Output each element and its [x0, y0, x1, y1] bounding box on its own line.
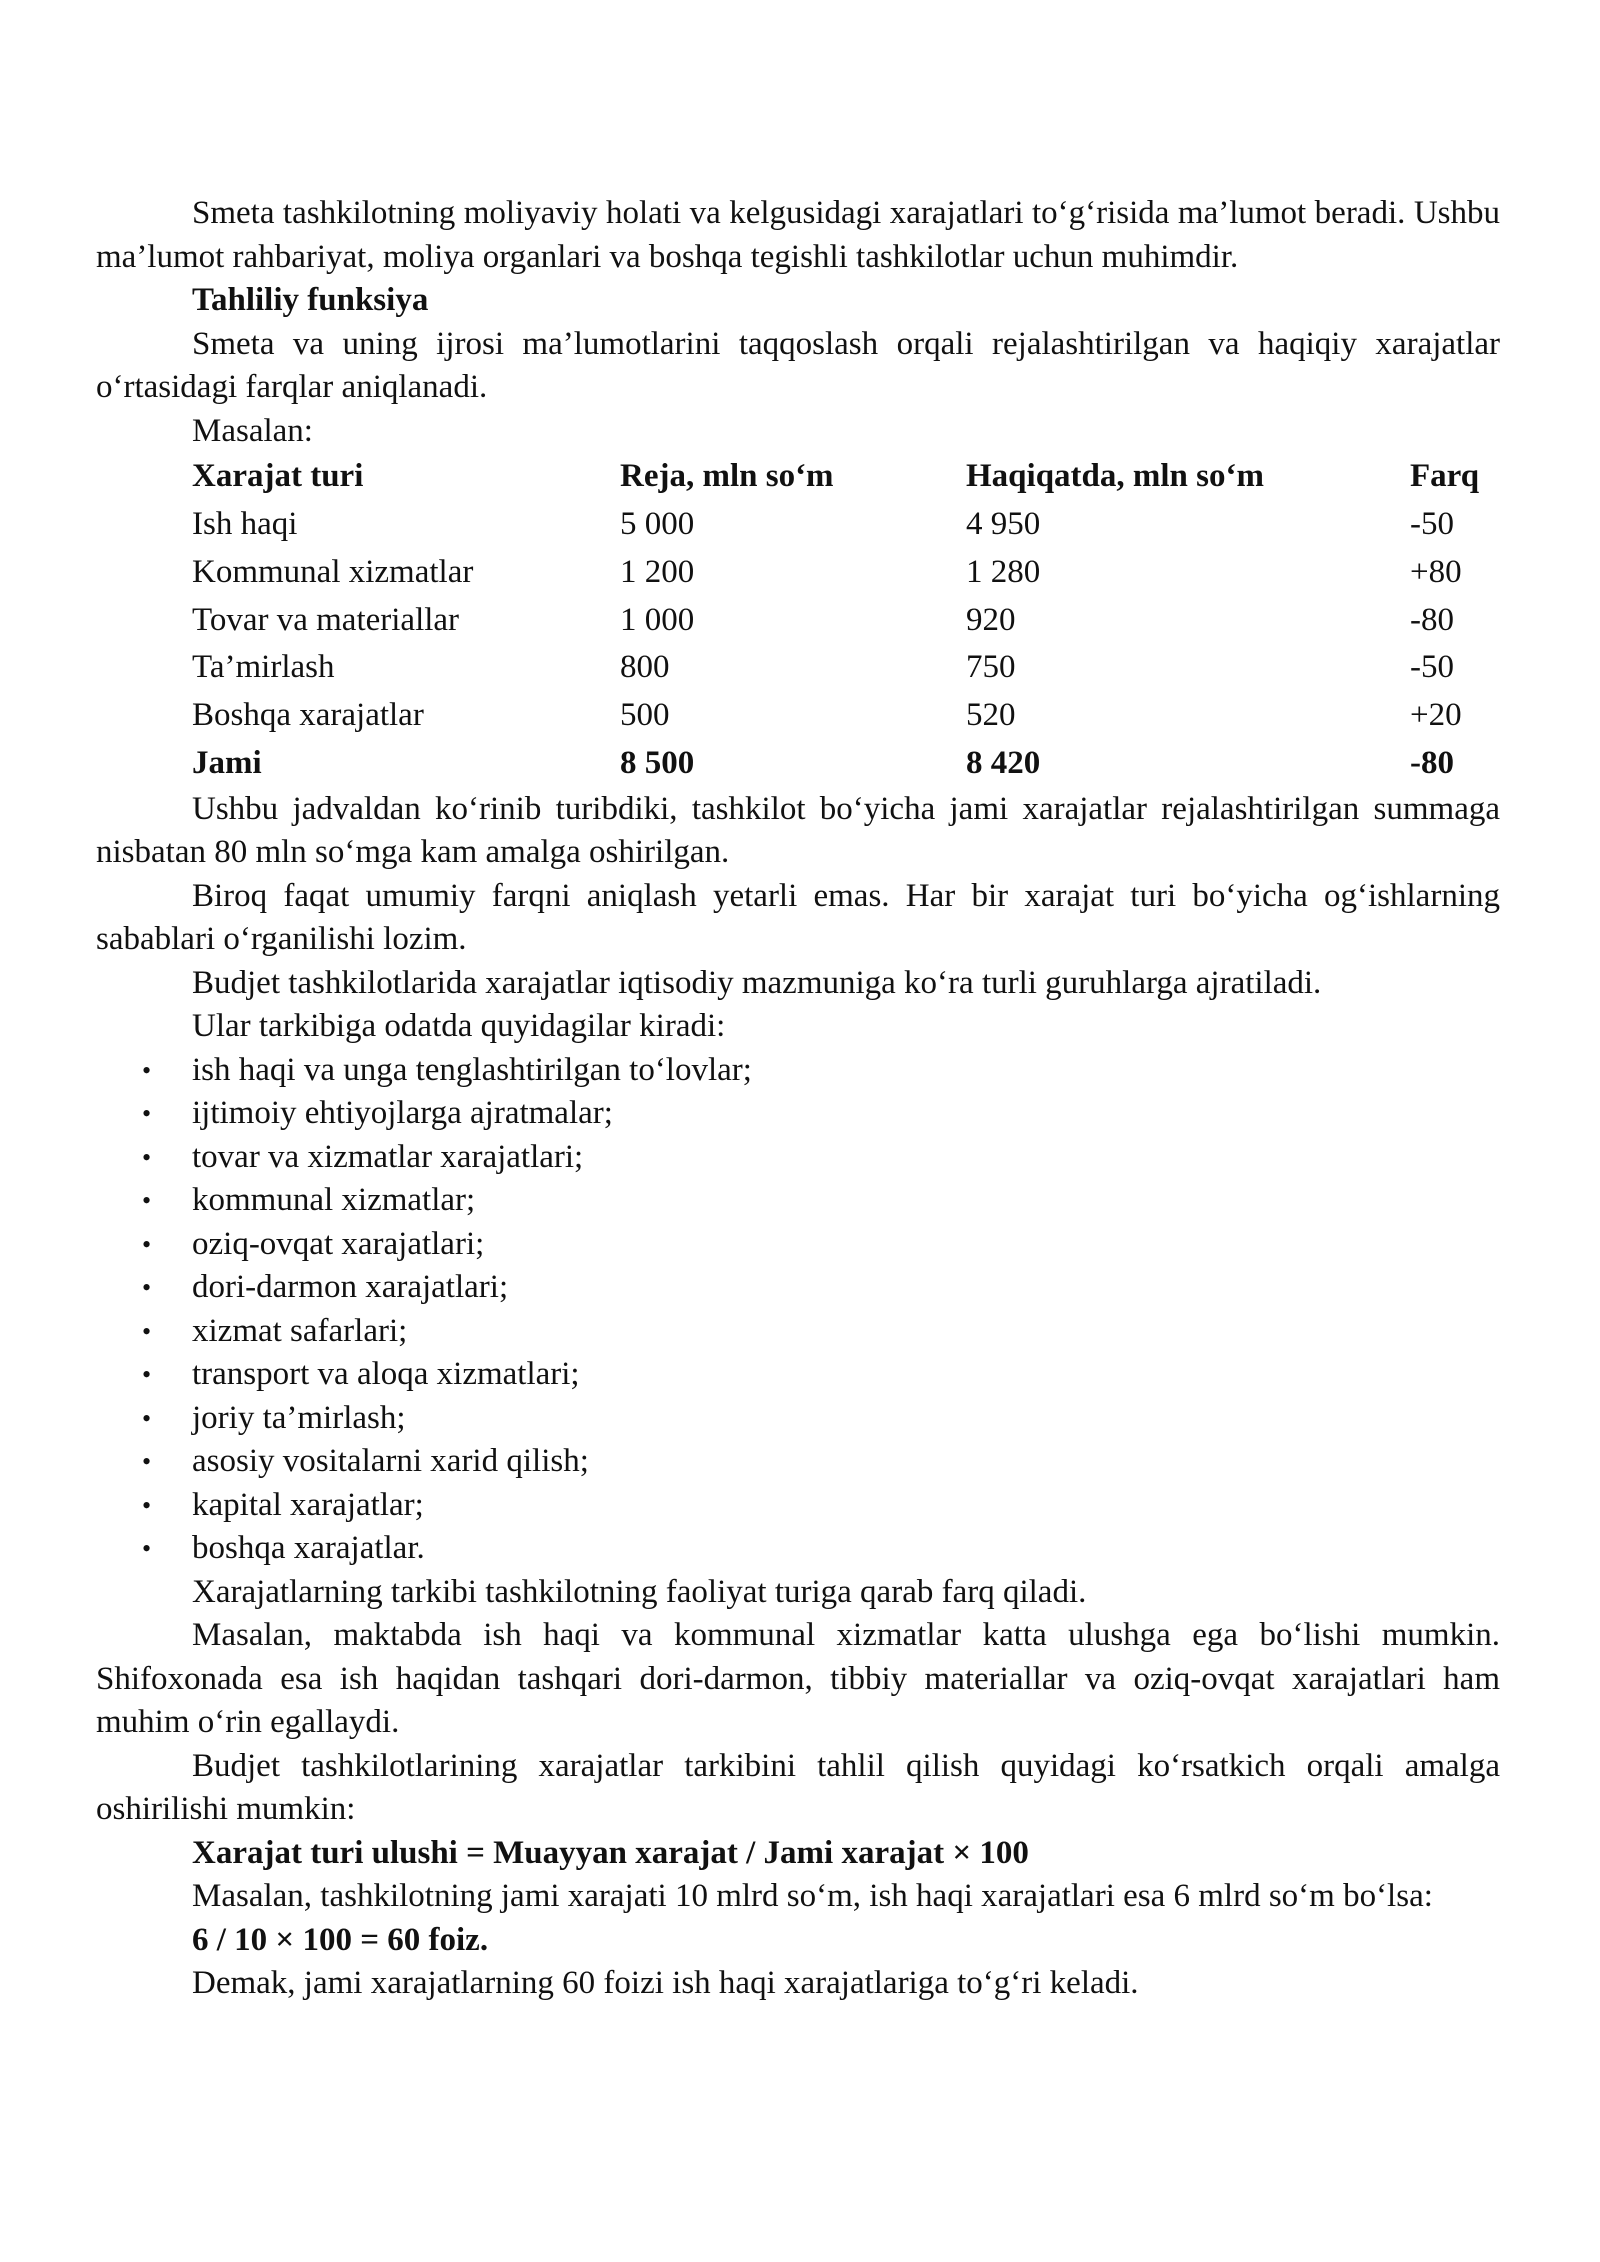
table-header-cell: Reja, mln so‘m	[620, 458, 834, 495]
table-cell: 920	[966, 601, 1016, 638]
list-item	[96, 1266, 1500, 1310]
bullet-icon: •	[142, 1534, 152, 1564]
list-item	[96, 1179, 1500, 1223]
table-cell: 500	[620, 697, 670, 734]
table-cell: 520	[966, 697, 1016, 734]
table-cell: -50	[1410, 649, 1454, 686]
list-item-text: boshqa xarajatlar.	[192, 1530, 425, 1567]
paragraph-list-intro: Ular tarkibiga odatda quyidagilar kiradi:	[192, 1008, 726, 1045]
paragraph-school-hospital: Masalan, maktabda ish haqi va kommunal xizmatlar katta ulushga ega bo‘lishi mumkin. Shifoxonada esa ish haqidan tashqari dori-darmon, tibbiy materiallar va oziq-ovqat xarajatlari ham muhim o‘rin egallaydi.	[96, 1617, 1500, 1741]
table-cell: 750	[966, 649, 1016, 686]
bullet-icon: •	[142, 1099, 152, 1129]
list-item-text: oziq-ovqat xarajatlari;	[192, 1225, 485, 1262]
paragraph-indicator-intro: Budjet tashkilotlarining xarajatlar tarkibini tahlil qilish quyidagi ko‘rsatkich orqali amalga oshirilishi mumkin:	[96, 1747, 1500, 1828]
table-cell: 1 200	[620, 553, 695, 590]
expense-type-list	[96, 1049, 1500, 1571]
bullet-icon: •	[142, 1316, 152, 1346]
table-cell: 1 000	[620, 601, 695, 638]
table-row	[192, 692, 1500, 740]
table-total-cell: Jami	[192, 744, 262, 781]
table-row	[192, 549, 1500, 597]
list-item-text: kommunal xizmatlar;	[192, 1182, 476, 1219]
list-item-text: dori-darmon xarajatlari;	[192, 1269, 509, 1306]
bullet-icon: •	[142, 1447, 152, 1477]
table-cell: +20	[1410, 697, 1462, 734]
list-item-text: ish haqi va unga tenglashtirilgan to‘lovlar;	[192, 1051, 752, 1088]
list-item	[96, 1310, 1500, 1354]
formula-share: Xarajat turi ulushi = Muayyan xarajat / Jami xarajat × 100	[192, 1834, 1029, 1871]
table-cell: Ta’mirlash	[192, 649, 335, 686]
table-total-cell: 8 420	[966, 744, 1041, 781]
table-header-cell: Xarajat turi	[192, 458, 364, 495]
list-item-text: kapital xarajatlar;	[192, 1486, 424, 1523]
list-item	[96, 1353, 1500, 1397]
paragraph-table-conclusion: Ushbu jadvaldan ko‘rinib turibdiki, tashkilot bo‘yicha jami xarajatlar rejalashtirilgan summaga nisbatan 80 mln so‘mga kam amalga oshirilgan.	[96, 790, 1500, 871]
table-total-cell: -80	[1410, 744, 1454, 781]
paragraph-expense-groups: Budjet tashkilotlarida xarajatlar iqtisodiy mazmuniga ko‘ra turli guruhlarga ajratiladi.	[192, 964, 1322, 1001]
table-header-cell: Farq	[1410, 458, 1480, 495]
table-cell: Boshqa xarajatlar	[192, 697, 424, 734]
list-item	[96, 1049, 1500, 1093]
document-page	[96, 192, 1500, 2006]
table-cell: Ish haqi	[192, 505, 298, 542]
list-item	[96, 1092, 1500, 1136]
paragraph-smeta-info: Smeta tashkilotning moliyaviy holati va kelgusidagi xarajatlari to‘g‘risida ma’lumot beradi. Ushbu ma’lumot rahbariyat, moliya organlari va boshqa tegishli tashkilotlar uchun muhimdir.	[96, 195, 1500, 275]
bullet-icon: •	[142, 1273, 152, 1303]
bullet-icon: •	[142, 1490, 152, 1520]
table-cell: 1 280	[966, 553, 1041, 590]
table-header-cell: Haqiqatda, mln so‘m	[966, 458, 1264, 495]
list-item-text: xizmat safarlari;	[192, 1312, 408, 1349]
list-item-text: tovar va xizmatlar xarajatlari;	[192, 1138, 584, 1175]
paragraph-example-label: Masalan:	[192, 412, 313, 449]
list-item-text: ijtimoiy ehtiyojlarga ajratmalar;	[192, 1095, 613, 1132]
table-header-row	[192, 453, 1500, 501]
bullet-icon: •	[142, 1142, 152, 1172]
table-cell: +80	[1410, 553, 1462, 590]
table-row	[192, 596, 1500, 644]
formula-result: 6 / 10 × 100 = 60 foiz.	[192, 1921, 489, 1958]
expense-table	[192, 453, 1500, 788]
table-cell: 800	[620, 649, 670, 686]
bullet-icon: •	[142, 1229, 152, 1259]
paragraph-structure-varies: Xarajatlarning tarkibi tashkilotning faoliyat turiga qarab farq qiladi.	[192, 1573, 1087, 1610]
list-item-text: asosiy vositalarni xarid qilish;	[192, 1443, 589, 1480]
list-item	[96, 1484, 1500, 1528]
table-cell: 5 000	[620, 505, 695, 542]
list-item-text: transport va aloqa xizmatlari;	[192, 1356, 580, 1393]
table-cell: Tovar va materiallar	[192, 601, 460, 638]
list-item	[96, 1527, 1500, 1571]
list-item	[96, 1136, 1500, 1180]
table-cell: Kommunal xizmatlar	[192, 553, 474, 590]
list-item	[96, 1440, 1500, 1484]
list-item	[96, 1223, 1500, 1267]
paragraph-deviation-causes: Biroq faqat umumiy farqni aniqlash yetarli emas. Har bir xarajat turi bo‘yicha og‘ishlarning sabablari o‘rganilishi lozim.	[96, 877, 1500, 958]
bullet-icon: •	[142, 1403, 152, 1433]
bullet-icon: •	[142, 1055, 152, 1085]
table-row	[192, 644, 1500, 692]
table-cell: -50	[1410, 505, 1454, 542]
table-total-row	[192, 740, 1500, 788]
paragraph-example-calc: Masalan, tashkilotning jami xarajati 10 mlrd so‘m, ish haqi xarajatlari esa 6 mlrd so‘m bo‘lsa:	[192, 1878, 1433, 1915]
table-row	[192, 501, 1500, 549]
bullet-icon: •	[142, 1360, 152, 1390]
table-total-cell: 8 500	[620, 744, 695, 781]
table-cell: -80	[1410, 601, 1454, 638]
paragraph-analysis: Smeta va uning ijrosi ma’lumotlarini taqqoslash orqali rejalashtirilgan va haqiqiy xarajatlar o‘rtasidagi farqlar aniqlanadi.	[96, 325, 1500, 405]
list-item	[96, 1397, 1500, 1441]
paragraph-conclusion: Demak, jami xarajatlarning 60 foizi ish haqi xarajatlariga to‘g‘ri keladi.	[192, 1965, 1139, 2002]
table-cell: 4 950	[966, 505, 1041, 542]
list-item-text: joriy ta’mirlash;	[192, 1399, 406, 1436]
section-heading: Tahliliy funksiya	[192, 282, 429, 318]
bullet-icon: •	[142, 1186, 152, 1216]
